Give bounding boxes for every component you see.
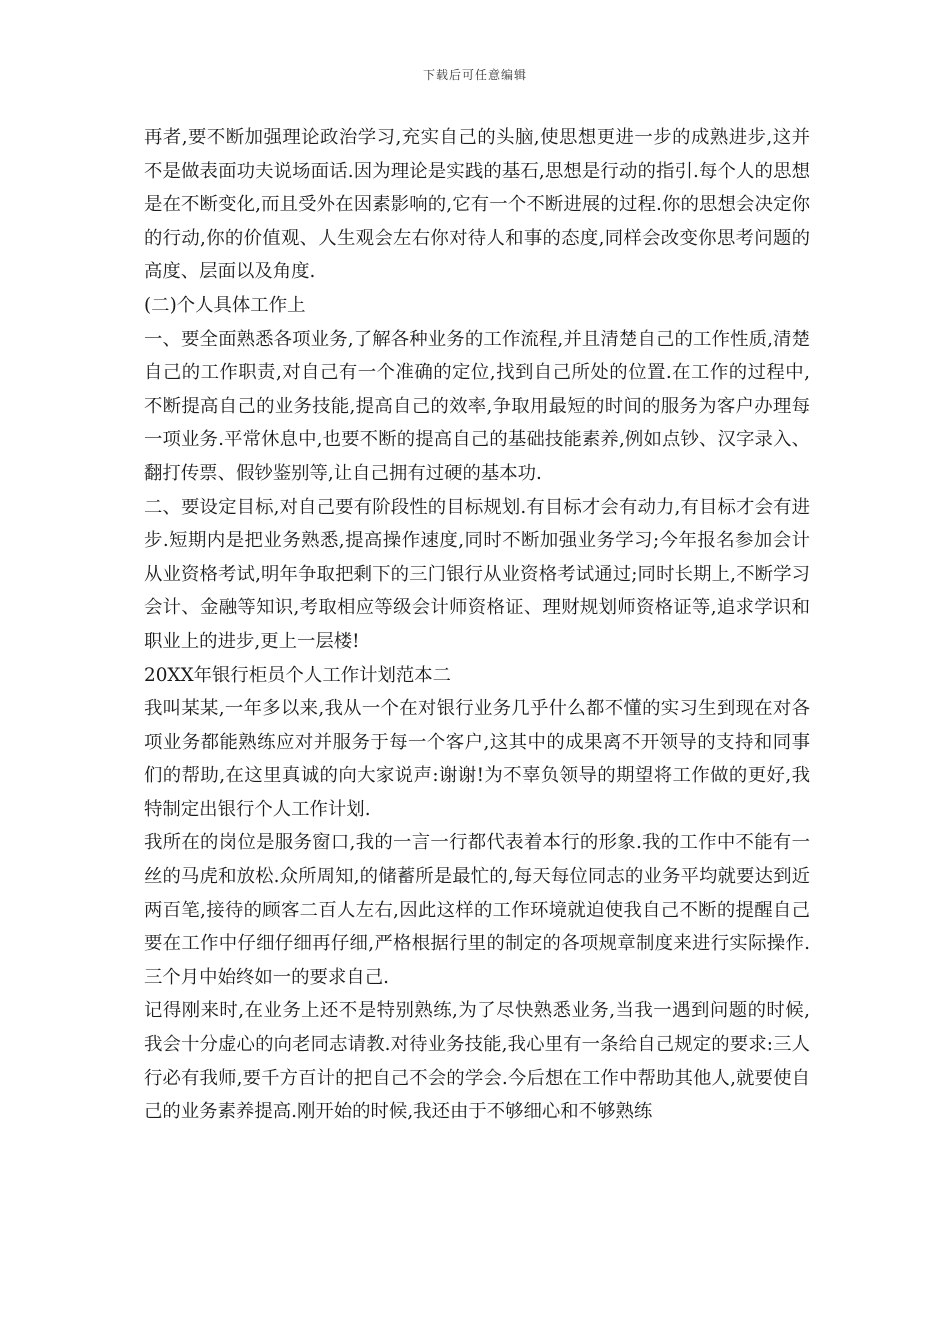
paragraph-service-window: 我所在的岗位是服务窗口,我的一言一行都代表着本行的形象.我的工作中不能有一丝的马虎和放松.众所周知,的储蓄所是最忙的,每天每位同志的业务平均就要达到近两百笔,接待的顾客二百人左右,因此这样的工作环境就迫使我自己不断的提醒自己要在工作中仔细仔细再仔细,严格根据行里的制定的各项规章制度来进行实际操作.三个月中始终如一的要求自己. bbox=[144, 832, 810, 988]
document-body bbox=[144, 121, 810, 1129]
section-heading-personal-work: (二)个人具体工作上 bbox=[144, 294, 306, 316]
paragraph-point-two: 二、要设定目标,对自己要有阶段性的目标规划.有目标才会有动力,有目标才会有进步.短期内是把业务熟悉,提高操作速度,同时不断加强业务学习;今年报名参加会计从业资格考试,明年争取把剩下的三门银行从业资格考试通过;同时长期上,不断学习会计、金融等知识,考取相应等级会计师资格证、理财规划师资格证等,追求学识和职业上的进步,更上一层楼! bbox=[144, 496, 810, 652]
paragraph-point-one: 一、要全面熟悉各项业务,了解各种业务的工作流程,并且清楚自己的工作性质,清楚自己的工作职责,对自己有一个准确的定位,找到自己所处的位置.在工作的过程中,不断提高自己的业务技能,提高自己的效率,争取用最短的时间的服务为客户办理每一项业务.平常休息中,也要不断的提高自己的基础技能素养,例如点钞、汉字录入、翻打传票、假钞鉴别等,让自己拥有过硬的基本功. bbox=[144, 328, 810, 484]
paragraph-study-theory: 再者,要不断加强理论政治学习,充实自己的头脑,使思想更进一步的成熟进步,这并不是做表面功夫说场面话.因为理论是实践的基石,思想是行动的指引.每个人的思想是在不断变化,而且受外在因素影响的,它有一个不断进展的过程.你的思想会决定你的行动,你的价值观、人生观会左右你对待人和事的态度,同样会改变你思考问题的高度、层面以及角度. bbox=[144, 127, 810, 283]
paragraph-learning-experience: 记得刚来时,在业务上还不是特别熟练,为了尽快熟悉业务,当我一遇到问题的时候,我会十分虚心的向老同志请教.对待业务技能,我心里有一条给自己规定的要求:三人行必有我师,要千方百计的把自己不会的学会.今后想在工作中帮助其他人,就要使自己的业务素养提高.刚开始的时候,我还由于不够细心和不够熟练 bbox=[144, 1000, 810, 1123]
page-header: 下载后可任意编辑 bbox=[422, 68, 527, 82]
section-heading-sample-two: 20XX年银行柜员个人工作计划范本二 bbox=[144, 664, 452, 686]
paragraph-introduction: 我叫某某,一年多以来,我从一个在对银行业务几乎什么都不懂的实习生到现在对各项业务都能熟练应对并服务于每一个客户,这其中的成果离不开领导的支持和同事们的帮助,在这里真诚的向大家说声:谢谢!为不辜负领导的期望将工作做的更好,我特制定出银行个人工作计划. bbox=[144, 698, 810, 820]
